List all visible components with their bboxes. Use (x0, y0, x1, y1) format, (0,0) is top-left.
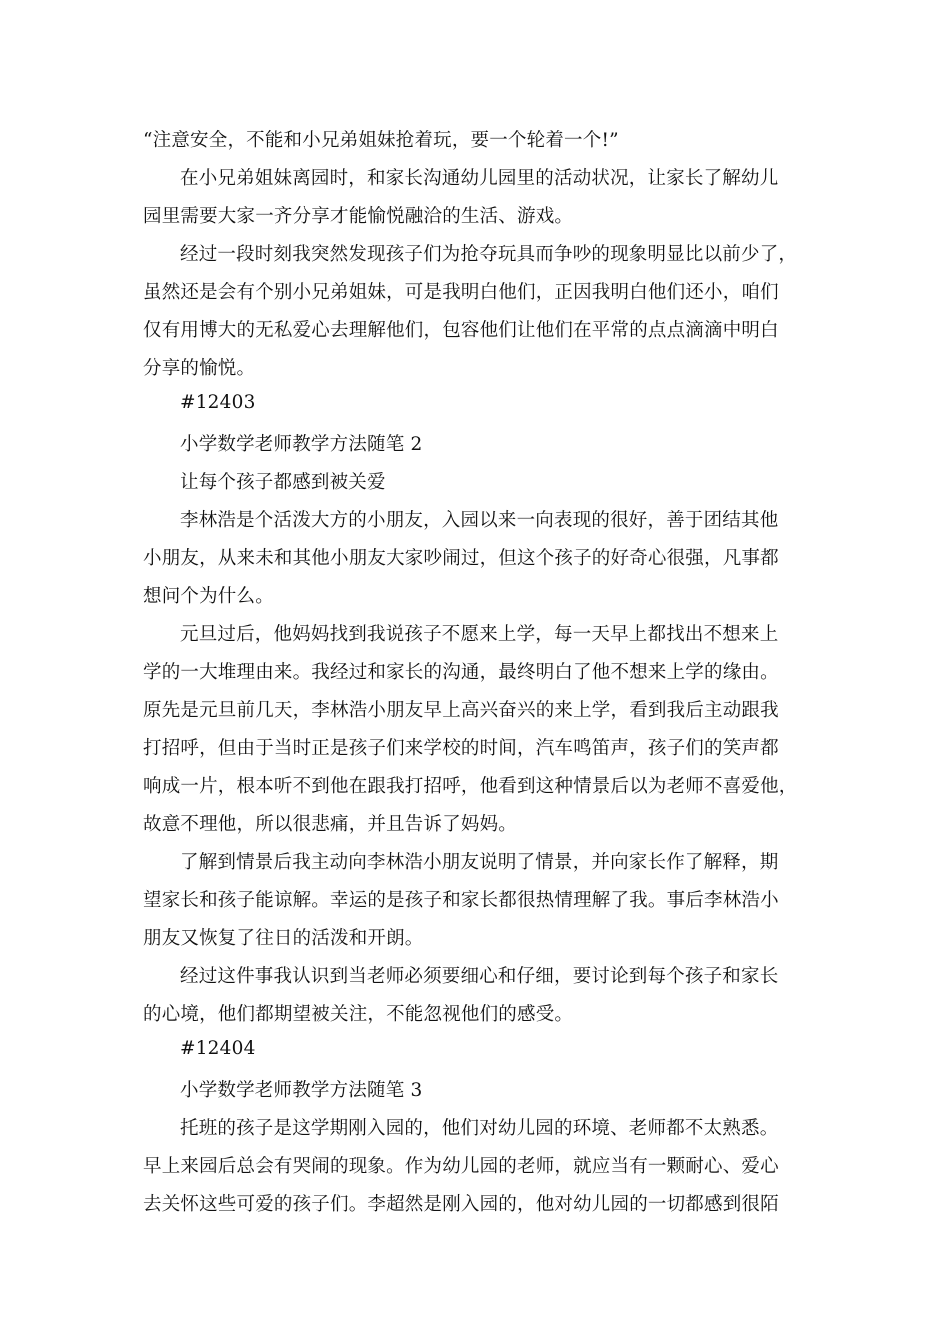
section-title: 小学数学老师教学方法随笔 3 (180, 1080, 423, 1101)
paragraph-start-line: 在小兄弟姐妹离园时，和家长沟通幼儿园里的活动状况，让家长了解幼儿 (180, 168, 779, 189)
text-line: 虽然还是会有个别小兄弟姐妹，可是我明白他们，正因我明白他们还小，咱们 (143, 282, 779, 303)
document-id: #12403 (180, 392, 256, 413)
text-line: 故意不理他，所以很悲痛，并且告诉了妈妈。 (143, 814, 518, 835)
paragraph-start-line: 托班的孩子是这学期刚入园的，他们对幼儿园的环境、老师都不太熟悉。 (180, 1118, 779, 1139)
text-line: 响成一片，根本听不到他在跟我打招呼，他看到这种情景后以为老师不喜爱他， (143, 776, 798, 797)
text-line: 仅有用博大的无私爱心去理解他们，包容他们让他们在平常的点点滴滴中明白 (143, 320, 779, 341)
section-title: 小学数学老师教学方法随笔 2 (180, 434, 423, 455)
paragraph-start-line: 经过这件事我认识到当老师必须要细心和仔细，要讨论到每个孩子和家长 (180, 966, 779, 987)
text-line: 原先是元旦前几天，李林浩小朋友早上高兴奋兴的来上学，看到我后主动跟我 (143, 700, 779, 721)
paragraph-start-line: 李林浩是个活泼大方的小朋友，入园以来一向表现的很好，善于团结其他 (180, 510, 779, 531)
text-line: 望家长和孩子能谅解。幸运的是孩子和家长都很热情理解了我。事后李林浩小 (143, 890, 779, 911)
text-line: “注意安全，不能和小兄弟姐妹抢着玩，要一个轮着一个!” (143, 130, 619, 151)
text-line: 小朋友，从来未和其他小朋友大家吵闹过，但这个孩子的好奇心很强，凡事都 (143, 548, 779, 569)
text-line: 朋友又恢复了往日的活泼和开朗。 (143, 928, 424, 949)
text-line: 的心境，他们都期望被关注，不能忽视他们的感受。 (143, 1004, 574, 1025)
document-id: #12404 (180, 1038, 256, 1059)
section-subtitle: 让每个孩子都感到被关爱 (180, 472, 386, 493)
text-line: 园里需要大家一齐分享才能愉悦融洽的生活、游戏。 (143, 206, 574, 227)
text-line: 去关怀这些可爱的孩子们。李超然是刚入园的，他对幼儿园的一切都感到很陌 (143, 1194, 779, 1215)
paragraph-start-line: 了解到情景后我主动向李林浩小朋友说明了情景，并向家长作了解释，期 (180, 852, 779, 873)
text-line: 学的一大堆理由来。我经过和家长的沟通，最终明白了他不想来上学的缘由。 (143, 662, 779, 683)
paragraph-start-line: 经过一段时刻我突然发现孩子们为抢夺玩具而争吵的现象明显比以前少了， (180, 244, 798, 265)
paragraph-start-line: 元旦过后，他妈妈找到我说孩子不愿来上学，每一天早上都找出不想来上 (180, 624, 779, 645)
text-line: 早上来园后总会有哭闹的现象。作为幼儿园的老师，就应当有一颗耐心、爱心 (143, 1156, 779, 1177)
text-line: 分享的愉悦。 (143, 358, 256, 379)
text-line: 打招呼，但由于当时正是孩子们来学校的时间，汽车鸣笛声，孩子们的笑声都 (143, 738, 779, 759)
text-line: 想问个为什么。 (143, 586, 274, 607)
